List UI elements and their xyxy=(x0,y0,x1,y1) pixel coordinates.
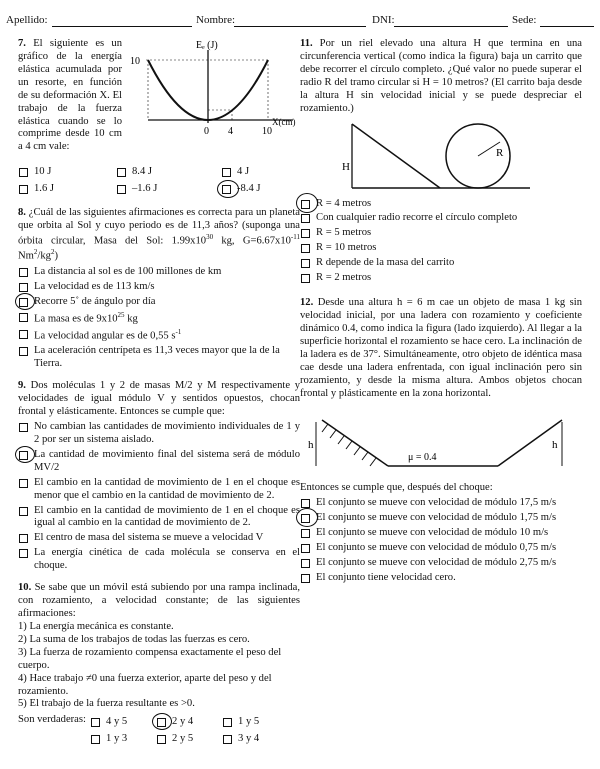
question-11-text: 11. Por un riel elevado una altura H que termina en una circunferencia vertical (como indica la figura) baja un carrito que debe recorrer el círculo completo. ¿Qué valor no puede superar el radio R del tramo circular si H = 10 metros? (El carrito baja desde la altura H sin velocidad inicial y se puede despreciar el rozamiento.) xyxy=(300,38,582,114)
checkbox[interactable] xyxy=(157,735,166,744)
checkbox[interactable] xyxy=(301,259,310,268)
xtick-0: 0 xyxy=(204,126,209,137)
q10-option-e[interactable]: 2 y 5 xyxy=(156,733,222,746)
question-10-text: 10. Se sabe que un móvil está subiendo por una rampa inclinada, con rozamiento, a velocidad constante; de las siguientes afirmaciones: xyxy=(18,582,300,620)
q7-option-a[interactable]: 10 J xyxy=(18,166,116,179)
question-9 xyxy=(18,380,300,573)
checkbox[interactable] xyxy=(19,283,28,292)
apellido-label: Apellido: xyxy=(6,14,48,26)
checkbox[interactable] xyxy=(19,423,28,432)
q10-statement-4: 4) Hace trabajo ≠0 una fuerza exterior, aparte del peso y del rozamiento. xyxy=(18,672,272,697)
checkbox[interactable] xyxy=(19,168,28,177)
sede-label: Sede: xyxy=(512,14,537,26)
q10-statement-2: 2) La suma de los trabajos de todas las fuerzas es cero. xyxy=(18,633,250,645)
checkbox[interactable] xyxy=(301,574,310,583)
dni-label: DNI: xyxy=(372,14,395,26)
q7-option-f[interactable]: -8.4 J xyxy=(221,183,291,196)
q9-option-e[interactable]: El centro de masa del sistema se mueve a velocidad V xyxy=(18,532,300,545)
q8-option-c[interactable]: Recorre 5˚ de ángulo por día xyxy=(18,296,300,309)
checkbox[interactable] xyxy=(19,330,28,339)
q12-option-d[interactable]: El conjunto se mueve con velocidad de módulo 0,75 m/s xyxy=(300,542,582,555)
q12-option-a[interactable]: El conjunto se mueve con velocidad de módulo 17,5 m/s xyxy=(300,497,582,510)
checkbox[interactable] xyxy=(19,313,28,322)
question-7 xyxy=(18,38,300,198)
q9-option-b[interactable]: La cantidad de movimiento final del sistema será de módulo MV/2 xyxy=(18,449,300,475)
checkbox[interactable] xyxy=(301,559,310,568)
ramp xyxy=(352,124,440,188)
q7-option-b[interactable]: 8.4 J xyxy=(116,166,221,179)
answer-circle-mark xyxy=(296,508,318,527)
q11-option-d[interactable]: R = 10 metros xyxy=(300,242,582,255)
checkbox[interactable] xyxy=(301,544,310,553)
q8-option-a[interactable]: La distancia al sol es de 100 millones de km xyxy=(18,266,300,279)
ytick-10: 10 xyxy=(130,56,140,67)
q7-option-e[interactable]: –1.6 J xyxy=(116,183,221,196)
q10-statement-5: 5) El trabajo de la fuerza resultante es >0. xyxy=(18,698,195,710)
sede-field[interactable] xyxy=(540,26,594,27)
question-7-options xyxy=(18,164,298,198)
checkbox[interactable] xyxy=(19,185,28,194)
left-slope xyxy=(322,420,388,466)
question-8 xyxy=(18,207,300,371)
q9-option-f[interactable]: La energía cinética de cada molécula se conserva en el choque. xyxy=(18,547,300,573)
answer-circle-mark xyxy=(152,713,172,730)
left-column xyxy=(18,38,300,757)
checkbox[interactable] xyxy=(19,549,28,558)
checkbox[interactable] xyxy=(301,229,310,238)
xtick-10: 10 xyxy=(262,126,272,137)
checkbox[interactable] xyxy=(223,735,232,744)
checkbox[interactable] xyxy=(223,718,232,727)
q8-option-f[interactable]: La aceleración centrípeta es 11,3 veces mayor que la de la Tierra. xyxy=(18,345,300,371)
energy-graph xyxy=(118,38,298,138)
right-height-label: h xyxy=(552,439,558,452)
checkbox[interactable] xyxy=(301,499,310,508)
q10-option-d[interactable]: 1 y 3 xyxy=(90,733,156,746)
question-12-text: 12. Desde una altura h = 6 m cae un objeto de masa 1 kg sin velocidad inicial, por una ladera con rozamiento y coeficiente dinámico 0.4, como indica la figura (lado izquierdo). Al llegar a la superficie horizontal el rozamiento se hace cero. La inclinación de la ladera es de 37°. Simultáneamente, otro objeto de idéntica masa cae desde una ladera enfrentada, con igual inclinación pero sin rozamiento, y desde la misma altura. Ambos objetos chocan frontal y plásticamente en la zona horizontal. xyxy=(300,297,582,399)
checkbox[interactable] xyxy=(91,735,100,744)
son-verdaderas-label: Son verdaderas: xyxy=(18,714,86,726)
dni-field[interactable] xyxy=(394,26,508,27)
q9-option-a[interactable]: No cambian las cantidades de movimiento individuales de 1 y 2 por ser un sistema aislado. xyxy=(18,421,300,447)
graph-ylabel: Eₑ (J) xyxy=(196,40,218,51)
q10-statement-1: 1) La energía mecánica es constante. xyxy=(18,620,174,632)
q10-statement-3: 3) La fuerza de rozamiento compensa exactamente el peso del cuerpo. xyxy=(18,646,282,671)
q10-option-f[interactable]: 3 y 4 xyxy=(222,733,288,746)
graph-xlabel: X(cm) xyxy=(272,117,296,127)
friction-hatching xyxy=(322,424,376,466)
xtick-4: 4 xyxy=(228,126,233,137)
checkbox[interactable] xyxy=(19,507,28,516)
q9-option-c[interactable]: El cambio en la cantidad de movimiento de 1 en el choque es menor que el cambio en la cantidad de movimiento de 2. xyxy=(18,477,300,503)
checkbox[interactable] xyxy=(117,185,126,194)
question-8-text: 8. ¿Cuál de las siguientes afirmaciones es correcta para un planeta que orbita al Sol y cuyo periodo es de 11,3 años? (suponga una órbita circular, Masa del Sol: $1.99x10^{30}$ kg, $G=6.67x10^{-11}$ $Nm^2/kg^2$) xyxy=(18,207,300,262)
q11-option-e[interactable]: R depende de la masa del carrito xyxy=(300,257,582,270)
q8-option-e[interactable]: La velocidad angular es de 0,55 $s^{-1}$ xyxy=(18,328,300,343)
exam-header xyxy=(6,14,594,30)
q7-option-d[interactable]: 1.6 J xyxy=(18,183,116,196)
slopes-figure xyxy=(300,404,570,480)
checkbox[interactable] xyxy=(19,268,28,277)
question-10 xyxy=(18,582,300,748)
q11-option-f[interactable]: R = 2 metros xyxy=(300,272,582,285)
q8-option-d[interactable]: La masa es de $9x10^{25}$ kg xyxy=(18,311,300,326)
checkbox[interactable] xyxy=(91,718,100,727)
nombre-field[interactable] xyxy=(234,26,366,27)
right-column xyxy=(300,38,582,594)
q10-option-c[interactable]: 1 y 5 xyxy=(222,716,288,729)
answer-circle-mark xyxy=(15,293,35,310)
q11-option-c[interactable]: R = 5 metros xyxy=(300,227,582,240)
q9-option-d[interactable]: El cambio en la cantidad de movimiento de 1 en el choque es igual al cambio en la cantidad de movimiento de 2. xyxy=(18,505,300,531)
question-9-text: 9. Dos moléculas 1 y 2 de masas M/2 y M respectivamente y velocidades de igual módulo V y sentidos opuestos, chocan frontal y elásticamente. Entonces se cumple que: xyxy=(18,380,300,418)
radius-label: R xyxy=(496,146,504,159)
height-label: H xyxy=(342,160,350,173)
q8-option-b[interactable]: La velocidad es de 113 km/s xyxy=(18,281,300,294)
q12-after-text: Entonces se cumple que, después del choque: xyxy=(300,482,493,494)
checkbox[interactable] xyxy=(301,274,310,283)
q12-option-c[interactable]: El conjunto se mueve con velocidad de módulo 10 m/s xyxy=(300,527,582,540)
q7-option-c[interactable]: 4 J xyxy=(221,166,291,179)
q12-option-e[interactable]: El conjunto se mueve con velocidad de módulo 2,75 m/s xyxy=(300,557,582,570)
checkbox[interactable] xyxy=(301,244,310,253)
checkbox[interactable] xyxy=(19,534,28,543)
q10-answer-row xyxy=(18,714,300,748)
left-height-label: h xyxy=(308,439,314,452)
q10-option-b[interactable]: 2 y 4 xyxy=(156,716,222,729)
checkbox[interactable] xyxy=(19,347,28,356)
q11-option-b[interactable]: Con cualquier radio recorre el círculo completo xyxy=(300,212,582,225)
question-11 xyxy=(300,38,582,285)
nombre-label: Nombre: xyxy=(196,14,236,26)
q12-option-f[interactable]: El conjunto tiene velocidad cero. xyxy=(300,572,582,585)
checkbox[interactable] xyxy=(222,168,231,177)
checkbox[interactable] xyxy=(301,529,310,538)
apellido-field[interactable] xyxy=(52,26,192,27)
question-12 xyxy=(300,297,582,585)
loop-track-figure xyxy=(300,118,560,196)
q10-option-a[interactable]: 4 y 5 xyxy=(90,716,156,729)
answer-circle-mark xyxy=(296,193,318,213)
checkbox[interactable] xyxy=(301,214,310,223)
question-7-number: 7. xyxy=(18,38,26,49)
answer-circle-mark xyxy=(217,180,239,198)
checkbox[interactable] xyxy=(117,168,126,177)
mu-label: μ = 0.4 xyxy=(408,452,437,464)
q11-option-a[interactable]: R = 4 metros xyxy=(300,198,582,211)
q12-option-b[interactable]: El conjunto se mueve con velocidad de módulo 1,75 m/s xyxy=(300,512,582,525)
question-7-text: 7. El siguiente es un gráfico de la energía elástica acumulada por un resorte, en función de su deformación X. El trabajo de la fuerza elástica cuando se lo comprime desde 10 cm a 4 cm vale: xyxy=(18,38,122,153)
checkbox[interactable] xyxy=(19,479,28,488)
answer-circle-mark xyxy=(15,446,35,463)
